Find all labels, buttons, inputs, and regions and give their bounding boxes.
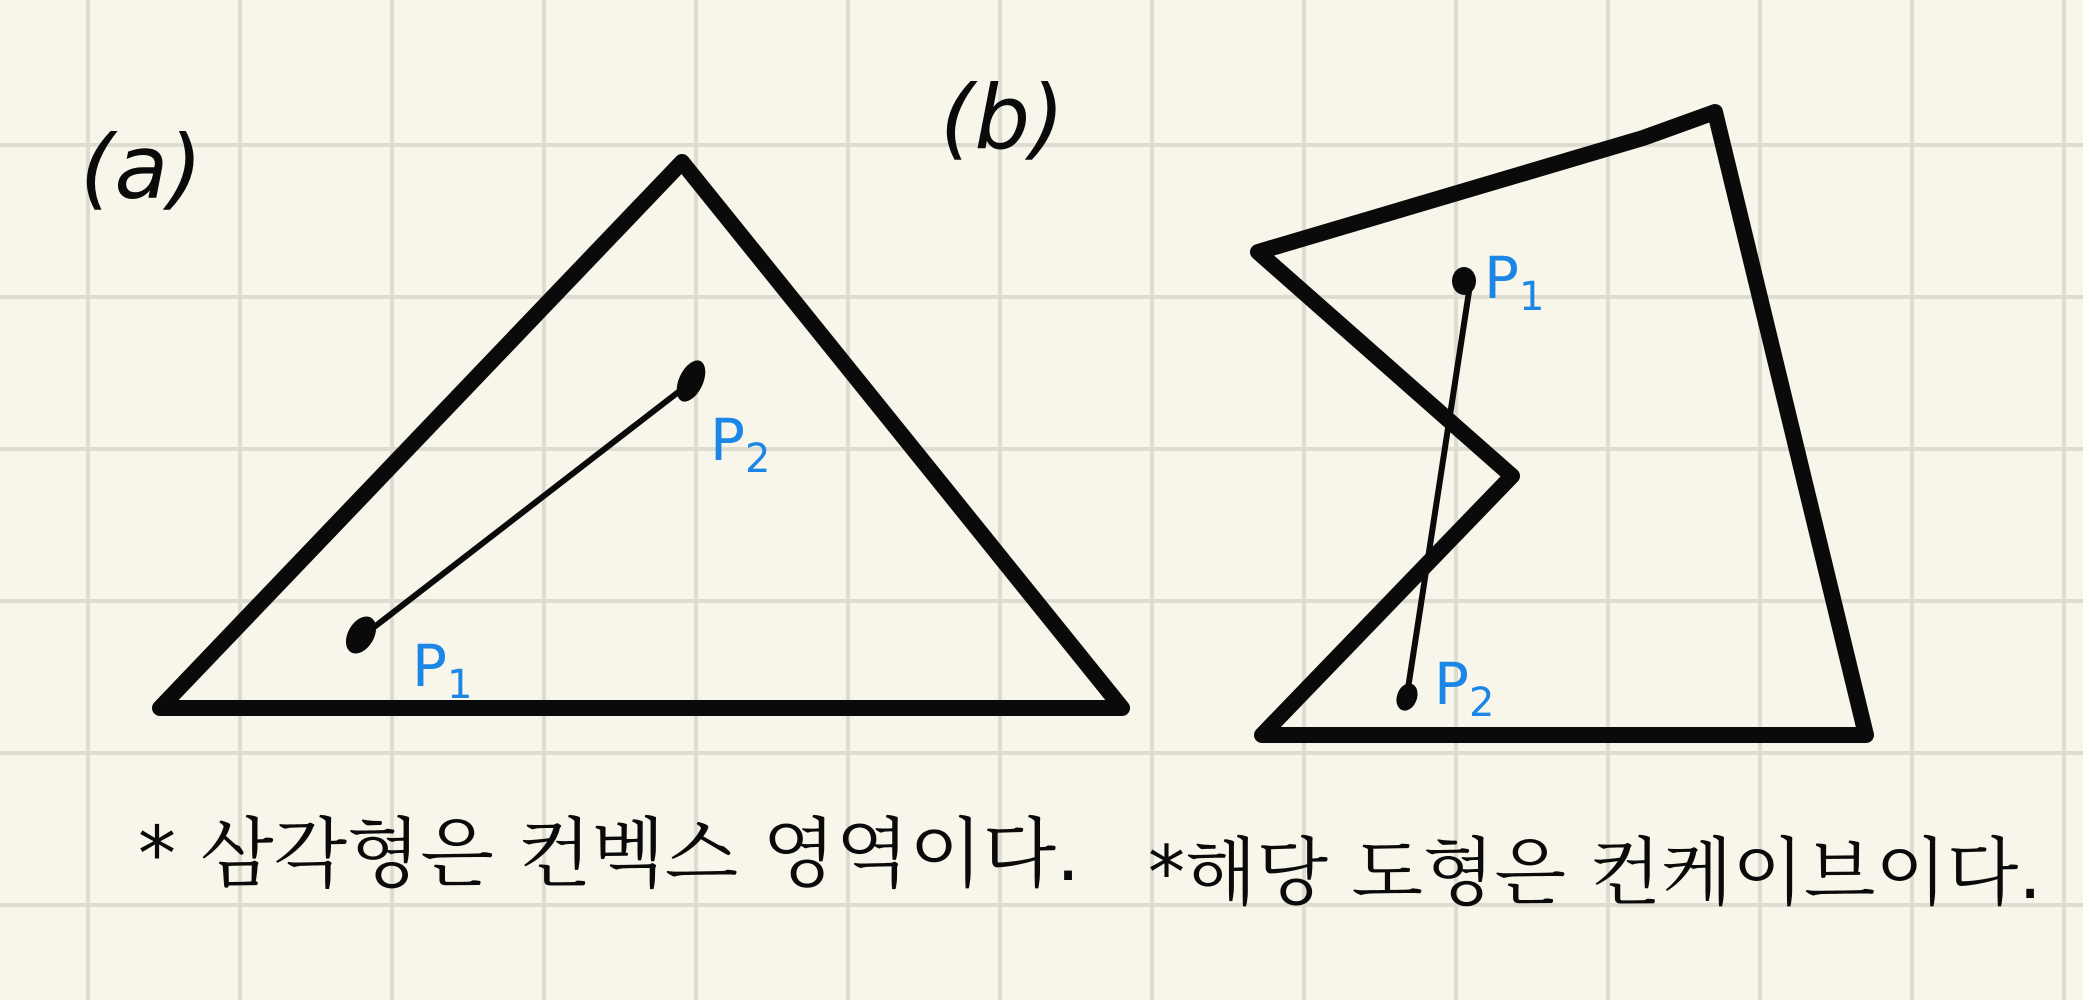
point-p1-dot (340, 611, 383, 659)
point-p1-subscript: 1 (446, 662, 473, 708)
panel-b (940, 66, 2042, 916)
panel-a (80, 116, 1122, 898)
point-p1-subscript-b: 1 (1518, 274, 1545, 320)
point-p2-label: $P_2$ (710, 406, 771, 482)
point-p2-dot (671, 356, 711, 406)
panel-b-label: (b) (940, 66, 1065, 169)
segment-p1-p2-b (1407, 285, 1470, 695)
panel-a-label: (a) (80, 116, 203, 219)
point-p2-subscript-b: 2 (1468, 680, 1495, 726)
panel-b-caption: *해당 도형은 컨케이브이다. (1148, 830, 2042, 916)
point-p1-label-b: $P_1$ (1484, 244, 1545, 320)
triangle-shape (160, 162, 1122, 708)
point-p2-subscript: 2 (744, 436, 771, 482)
point-p2-label-b: $P_2$ (1434, 650, 1495, 726)
point-p1-label: $P_1$ (412, 632, 473, 708)
point-p1-dot-b (1452, 267, 1476, 295)
panel-a-caption: * 삼각형은 컨벡스 영역이다. (138, 809, 1081, 898)
point-p2-dot-b (1393, 680, 1421, 713)
concave-polygon-shape (1258, 112, 1866, 735)
